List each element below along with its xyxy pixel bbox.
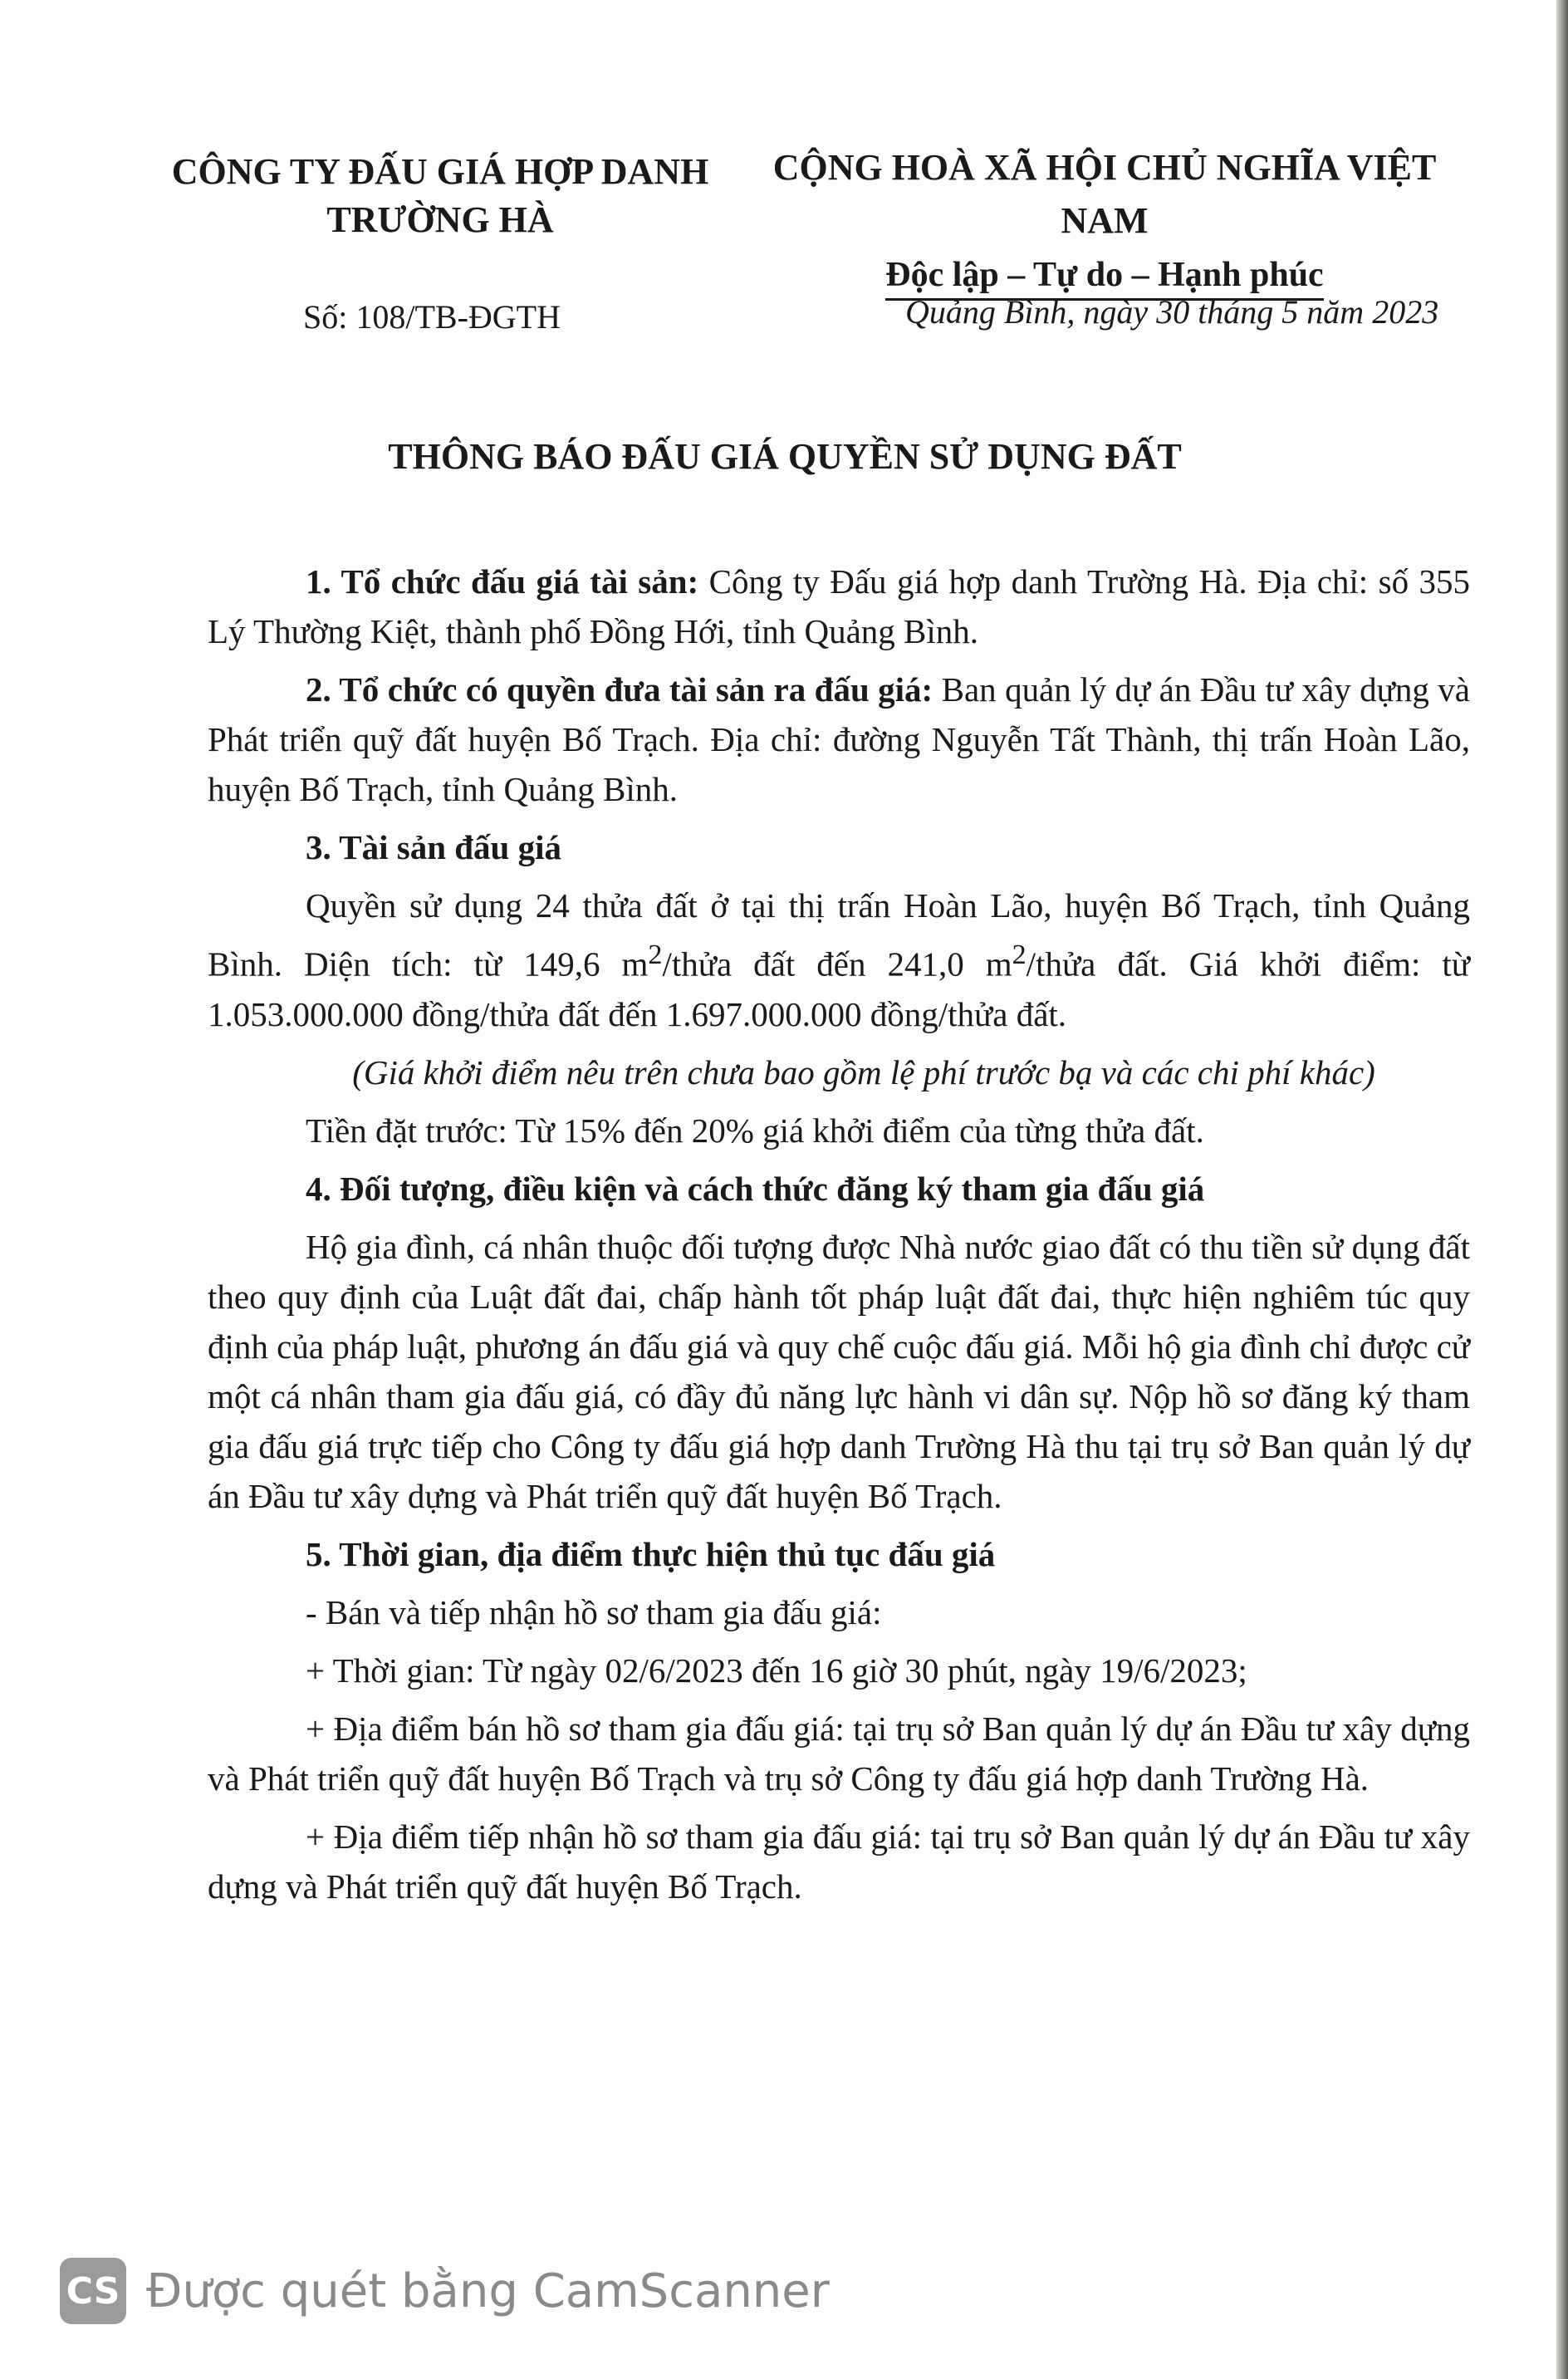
national-header [731, 141, 1478, 301]
section-3-text: Quyền sử dụng 24 thửa đất ở tại thị trấn Hoàn Lão, huyện Bố Trạch, tỉnh Quảng Bình. Diện tích: từ 149,6 $m^2$/thửa đất đến 241,0 $m^2$/thửa đất. Giá khởi điểm: từ 1.053.000.000 đồng/thửa đất đến 1.697.000.000 đồng/thửa đất. [208, 886, 1470, 1033]
section-2-label: 2. Tổ chức có quyền đưa tài sản ra đấu giá: [306, 670, 933, 709]
section-5-item: + Địa điểm tiếp nhận hồ sơ tham gia đấu giá: tại trụ sở Ban quản lý dự án Đầu tư xây dựng và Phát triển quỹ đất huyện Bố Trạch. [208, 1817, 1470, 1906]
superscript-2: 2 [1012, 939, 1027, 970]
section-4-heading: 4. Đối tượng, điều kiện và cách thức đăng ký tham gia đấu giá [306, 1169, 1205, 1208]
section-1-label: 1. Tổ chức đấu giá tài sản: [306, 562, 699, 601]
section-1-text: Công ty Đấu giá hợp danh Trường Hà. Địa chỉ: số 355 Lý Thường Kiệt, thành phố Đồng Hới, tỉnh Quảng Bình. [208, 562, 1471, 650]
document-title: THÔNG BÁO ĐẤU GIÁ QUYỀN SỬ DỤNG ĐẤT [388, 436, 1182, 477]
superscript-2: 2 [648, 939, 663, 970]
section-3-heading: 3. Tài sản đấu giá [306, 828, 562, 866]
document-body [208, 557, 1470, 1920]
watermark-text: Được quét bằng CamScanner [146, 2264, 830, 2318]
section-3-deposit: Tiền đặt trước: Từ 15% đến 20% giá khởi điểm của từng thửa đất. [306, 1111, 1204, 1150]
org-name-line1: CÔNG TY ĐẤU GIÁ HỢP DANH [171, 151, 709, 192]
section-1 [208, 557, 1470, 656]
document-date: Quảng Bình, ngày 30 tháng 5 năm 2023 [905, 293, 1439, 331]
section-2-text: Ban quản lý dự án Đầu tư xây dựng và Phát triển quỹ đất huyện Bố Trạch. Địa chỉ: đường Nguyễn Tất Thành, thị trấn Hoàn Lão, huyện Bố Trạch, tỉnh Quảng Bình. [208, 670, 1471, 808]
org-name-line2: TRƯỜNG HÀ [326, 199, 554, 240]
national-title: CỘNG HOÀ XÃ HỘI CHỦ NGHĨA VIỆT NAM [772, 147, 1437, 241]
section-5-heading: 5. Thời gian, địa điểm thực hiện thủ tục đấu giá [306, 1534, 996, 1573]
organization-header [166, 148, 714, 244]
camscanner-logo-icon: CS [60, 2258, 126, 2324]
camscanner-watermark [60, 2256, 830, 2326]
section-2 [208, 665, 1470, 814]
section-4-text: Hộ gia đình, cá nhân thuộc đối tượng được Nhà nước giao đất có thu tiền sử dụng đất theo quy định của Luật đất đai, chấp hành tốt pháp luật đất đai, thực hiện nghiêm túc quy định của pháp luật, phương án đấu giá và quy chế cuộc đấu giá. Mỗi hộ gia đình chỉ được cử một cá nhân tham gia đấu giá, có đầy đủ năng lực hành vi dân sự. Nộp hồ sơ đăng ký tham gia đấu giá trực tiếp cho Công ty đấu giá hợp danh Trường Hà thu tại trụ sở Ban quản lý dự án Đầu tư xây dựng và Phát triển quỹ đất huyện Bố Trạch. [208, 1227, 1470, 1515]
section-3-note: (Giá khởi điểm nêu trên chưa bao gồm lệ phí trước bạ và các chi phí khác) [352, 1052, 1375, 1091]
section-5-item: - Bán và tiếp nhận hồ sơ tham gia đấu giá: [306, 1592, 882, 1631]
scan-edge-shadow [1556, 0, 1568, 2379]
national-motto: Độc lập – Tự do – Hạnh phúc [885, 253, 1323, 301]
section-5-item: + Địa điểm bán hồ sơ tham gia đấu giá: tại trụ sở Ban quản lý dự án Đầu tư xây dựng và Phát triển quỹ đất huyện Bố Trạch và trụ sở Công ty đấu giá hợp danh Trường Hà. [208, 1709, 1470, 1798]
section-5-item: + Thời gian: Từ ngày 02/6/2023 đến 16 giờ 30 phút, ngày 19/6/2023; [306, 1651, 1247, 1690]
document-number: Số: 108/TB-ĐGTH [303, 298, 561, 336]
